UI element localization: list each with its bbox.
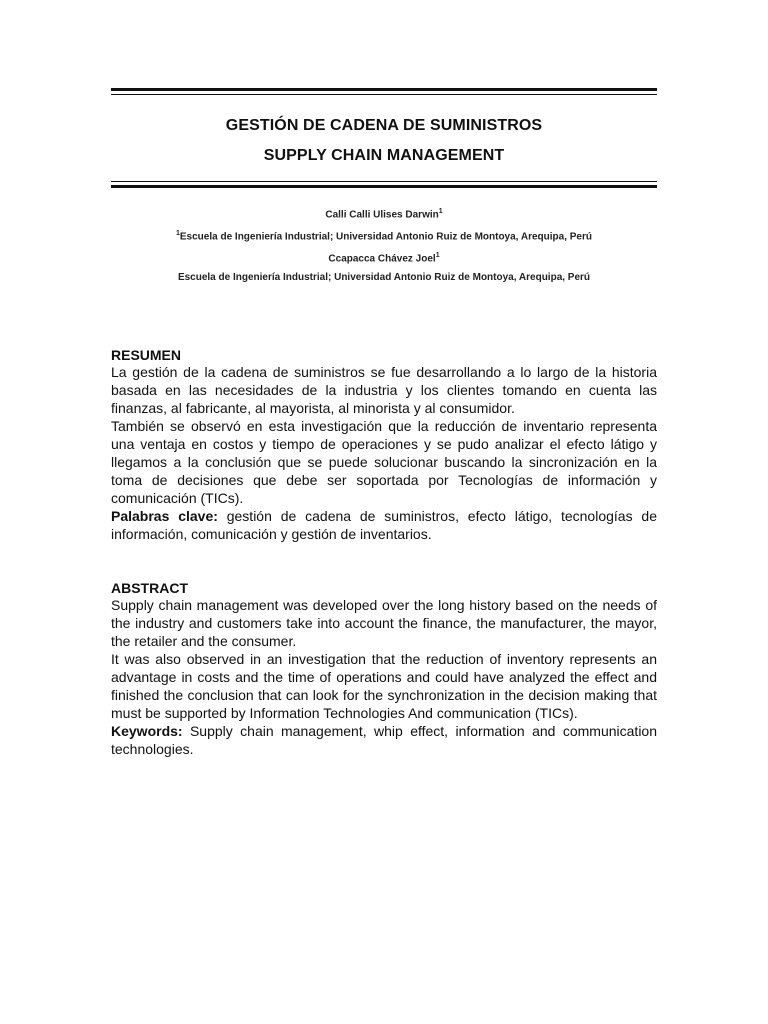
bottom-double-rule: [111, 181, 657, 188]
author-1-affiliation: Escuela de Ingeniería Industrial; Universidad Antonio Ruiz de Montoya, Arequipa, Perú: [179, 231, 592, 243]
author-2-name: Ccapacca Chávez Joel: [328, 253, 436, 265]
author-2-superscript: 1: [435, 252, 440, 259]
author-2-affiliation-line: [111, 267, 657, 289]
resumen-paragraph-2: También se observó en esta investigación que la reducción de inventario representa una ventaja en costos y tiempo de operaciones y se pudo analizar el efecto látigo y llegamos a la conclusión que se puede solucionar buscando la sincronización en la toma de decisiones que debe ser soportada por Tecnologías de información y comunicación (TICs).: [111, 418, 657, 506]
author-2: [111, 245, 657, 267]
resumen-keywords: [111, 507, 657, 543]
paper-page: [111, 88, 657, 758]
palabras-clave-text: gestión de cadena de suministros, efecto látigo, tecnologías de información, comunicación y gestión de inventarios.: [111, 508, 657, 542]
title-english: SUPPLY CHAIN MANAGEMENT: [263, 147, 505, 164]
rule-thin-line: [111, 94, 657, 95]
abstract-paragraph-1: Supply chain management was developed over the long history based on the needs of the industry and customers take into account the finance, the manufacturer, the mayor, the retailer and the consumer.: [111, 597, 657, 649]
resumen-paragraph-1: La gestión de la cadena de suministros se fue desarrollando a lo largo de la historia basada en las necesidades de la industria y los clientes tomando en cuenta las finanzas, al fabricante, al mayorista, al minorista y al consumidor.: [111, 364, 657, 416]
abstract-heading: ABSTRACT: [111, 580, 188, 596]
rule-thick-line: [111, 185, 657, 188]
top-double-rule: [111, 88, 657, 95]
author-block: [111, 201, 657, 289]
palabras-clave-label: Palabras clave:: [111, 508, 218, 524]
keywords-text: Supply chain management, whip effect, information and communication technologies.: [111, 723, 657, 757]
rule-thin-line: [111, 181, 657, 182]
abstract-keywords: [111, 722, 657, 758]
abstract-paragraph-2: It was also observed in an investigation that the reduction of inventory represents an advantage in costs and the time of operations and could have analyzed the effect and finished the conclusion that can look for the synchronization in the decision making that must be supported by Information Technologies And communication (TICs).: [111, 651, 657, 721]
author-1: [111, 201, 657, 223]
affiliation-1-superscript: 1: [175, 230, 180, 237]
rule-thick-line: [111, 88, 657, 91]
author-1-superscript: 1: [438, 208, 443, 215]
author-1-name: Calli Calli Ulises Darwin: [325, 209, 439, 221]
keywords-label: Keywords:: [111, 723, 183, 739]
author-1-affiliation-line: [111, 223, 657, 245]
title-spanish: GESTIÓN DE CADENA DE SUMINISTROS: [225, 117, 543, 134]
author-2-affiliation: Escuela de Ingeniería Industrial; Universidad Antonio Ruiz de Montoya, Arequipa, Perú: [177, 272, 591, 283]
resumen-heading: RESUMEN: [111, 347, 182, 363]
